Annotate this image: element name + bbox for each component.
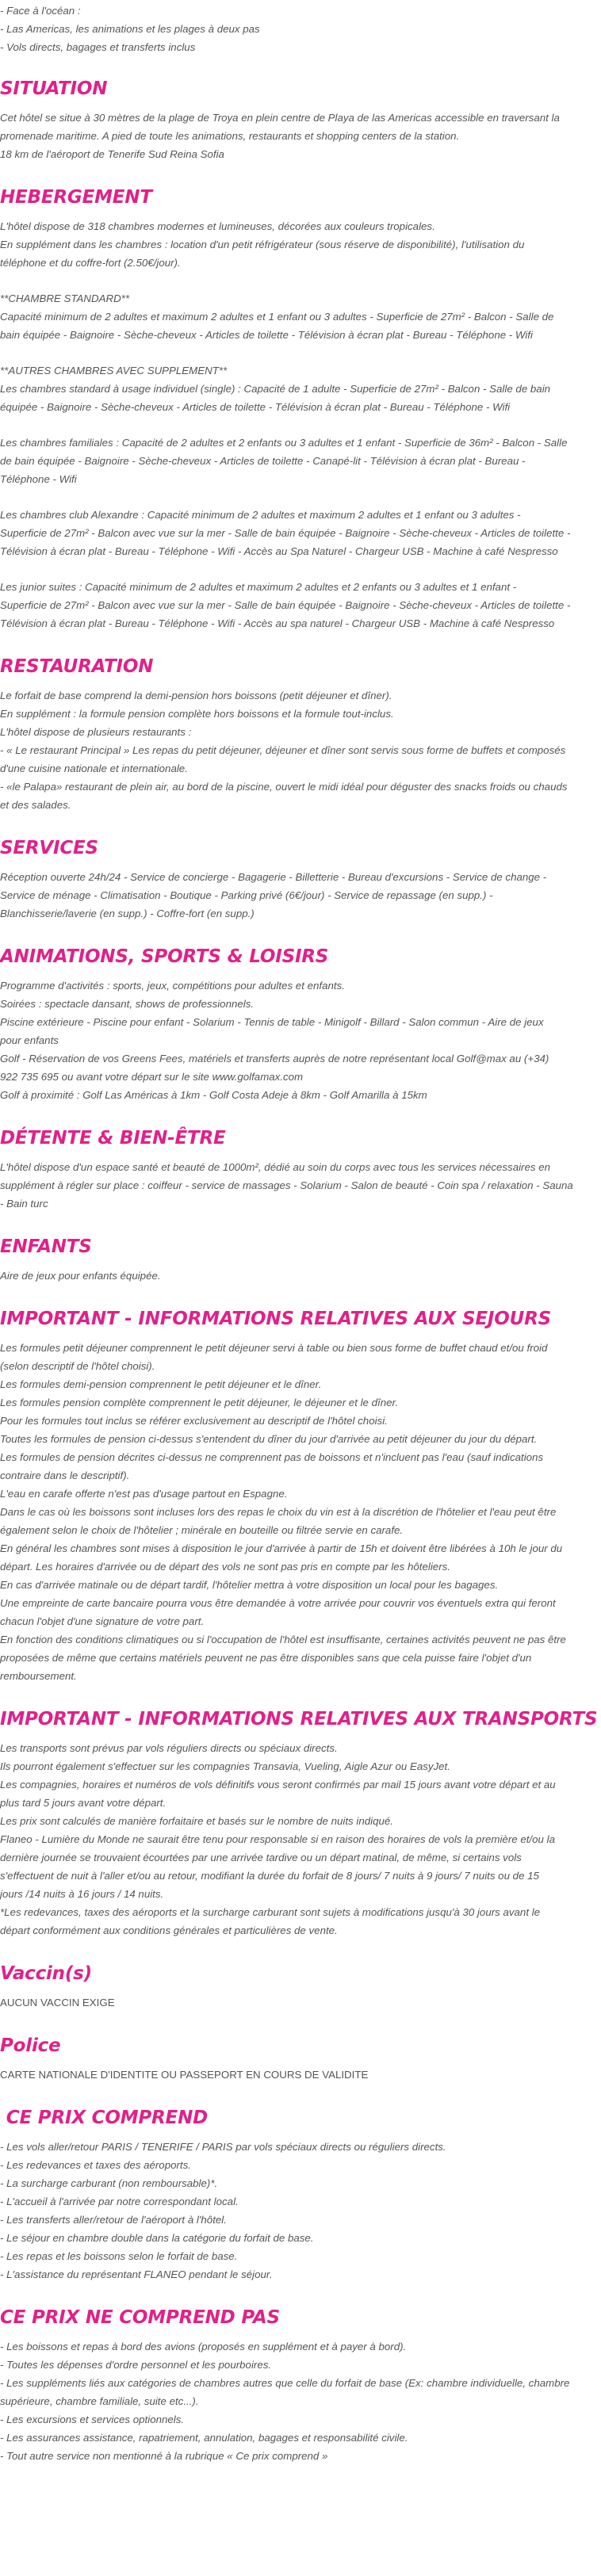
body-line: CARTE NATIONALE D'IDENTITE OU PASSEPORT EN COURS DE VALIDITE xyxy=(0,2069,369,2081)
intro-line: - Las Americas, les animations et les plages à deux pas xyxy=(0,23,260,35)
section-detente xyxy=(0,1126,598,1213)
body-line: - L'assistance du représentant FLANEO pendant le séjour. xyxy=(0,2268,273,2280)
body-line: En supplément : la formule pension complète hors boissons et la formule tout-inclus. xyxy=(0,708,394,720)
body-line: Piscine extérieure - Piscine pour enfant - Solarium - Tennis de table - Minigolf - Billard - Salon commun - Aire de jeux xyxy=(0,1016,544,1028)
body-line: contraire dans le descriptif). xyxy=(0,1470,130,1481)
body-line: Superficie de 27m² - Balcon avec vue sur la mer - Salle de bain équipée - Baignoire - Sèche-cheveux - Articles de toilette - xyxy=(0,599,571,611)
body-line: En fonction des conditions climatiques ou si l'occupation de l'hôtel est insuffisante, certaines activités peuvent ne pas être xyxy=(0,1634,566,1645)
body-line: proposées de même que certains matériels peuvent ne pas être disponibles sans que cela puisse faire l'objet d'un xyxy=(0,1652,532,1664)
body-line: Cet hôtel se situe à 30 mètres de la plage de Troya en plein centre de Playa de las Americas accessible en traversant la xyxy=(0,112,560,124)
body-line: Ils pourront également s'effectuer sur les compagnies Transavia, Vueling, Aigle Azur ou EasyJet. xyxy=(0,1760,450,1772)
body-line: Service de ménage - Climatisation - Boutique - Parking privé (6€/jour) - Service de repassage (en supp.) - xyxy=(0,889,493,901)
body-line: Programme d'activités : sports, jeux, compétitions pour adultes et enfants. xyxy=(0,980,345,992)
section-heading: Police xyxy=(0,2035,61,2056)
section-heading: HEBERGEMENT xyxy=(0,187,152,208)
paragraph-spacer xyxy=(0,344,598,361)
body-line: Capacité minimum de 2 adultes et maximum 2 adultes et 1 enfant ou 3 adultes - Superficie de 27m² - Balcon - Salle de xyxy=(0,311,554,323)
body-line: L'hôtel dispose de plusieurs restaurants : xyxy=(0,726,192,738)
section-heading: DÉTENTE & BIEN-ÊTRE xyxy=(0,1128,226,1148)
body-line: L'eau en carafe offerte n'est pas d'usage partout en Espagne. xyxy=(0,1488,288,1500)
body-line: téléphone et du coffre-fort (2.50€/jour). xyxy=(0,257,181,269)
body-line: Télévision à écran plat - Bureau - Téléphone - Wifi - Accès au spa naturel - Chargeur USB - Machine à café Nespresso xyxy=(0,617,555,629)
body-line: Les chambres familiales : Capacité de 2 adultes et 2 enfants ou 3 adultes et 1 enfant - Superficie de 36m² - Balcon - Salle xyxy=(0,437,568,449)
body-line: Toutes les formules de pension ci-dessus s'entendent du dîner du jour d'arrivée au petit déjeuner du jour du départ. xyxy=(0,1433,538,1445)
section-important-sejours xyxy=(0,1307,598,1685)
section-heading: RESTAURATION xyxy=(0,656,154,677)
section-important-transports xyxy=(0,1707,598,1940)
body-line: - Les redevances et taxes des aéroports. xyxy=(0,2159,191,2171)
body-line: de bain équipée - Baignoire - Sèche-cheveux - Articles de toilette - Canapé-lit - Télévision à écran plat - Bureau - xyxy=(0,455,526,467)
body-line: Superficie de 27m² - Balcon avec vue sur la mer - Salle de bain équipée - Baignoire - Sèche-cheveux - Articles de toilette - xyxy=(0,527,571,539)
body-line: - Tout autre service non mentionné à la rubrique « Ce prix comprend » xyxy=(0,2450,328,2462)
body-line: - Toutes les dépenses d'ordre personnel et les pourboires. xyxy=(0,2359,272,2371)
body-line: Les junior suites : Capacité minimum de 2 adultes et maximum 2 adultes et 2 enfants ou 3 adultes et 1 enfant - xyxy=(0,581,517,593)
body-line: jours /14 nuits à 16 jours / 14 nuits. xyxy=(0,1888,164,1900)
body-line: L'hôtel dispose de 318 chambres modernes et lumineuses, décorées aux couleurs tropicales. xyxy=(0,220,435,232)
section-heading: IMPORTANT - INFORMATIONS RELATIVES AUX SEJOURS xyxy=(0,1309,551,1329)
body-line: Aire de jeux pour enfants équipée. xyxy=(0,1270,161,1282)
section-enfants xyxy=(0,1235,598,1285)
body-line: plus tard 5 jours avant votre départ. xyxy=(0,1797,167,1809)
body-line: Golf à proximité : Golf Las Américas à 1km - Golf Costa Adeje à 8km - Golf Amarilla à 15km xyxy=(0,1089,427,1101)
body-line: Flaneo - Lumière du Monde ne saurait être tenu pour responsable si en raison des horaires de vols la première et/ou la xyxy=(0,1833,555,1845)
paragraph-spacer xyxy=(0,560,598,578)
body-line: (selon descriptif de l'hôtel choisi). xyxy=(0,1360,155,1372)
body-line: Soirées : spectacle dansant, shows de professionnels. xyxy=(0,998,255,1010)
body-line: - « Le restaurant Principal » Les repas du petit déjeuner, déjeuner et dîner sont servis sous forme de buffets et composés xyxy=(0,744,566,756)
body-line: d'une cuisine nationale et internationale. xyxy=(0,762,188,774)
body-line: promenade maritime. A pied de toute les animations, restaurants et shopping centers de la station. xyxy=(0,130,460,142)
body-line: dernière journée se trouvaient écourtées par une arrivée tardive ou un départ matinal, de même, si certains vols xyxy=(0,1852,522,1863)
body-line: Les compagnies, horaires et numéros de vols définitifs vous seront confirmés par mail 15 jours avant votre départ et au xyxy=(0,1779,556,1791)
body-line: - «le Palapa» restaurant de plein air, au bord de la piscine, ouvert le midi idéal pour déguster des snacks froids ou chauds xyxy=(0,781,568,793)
body-line: Réception ouverte 24h/24 - Service de concierge - Bagagerie - Billetterie - Bureau d'excursions - Service de change - xyxy=(0,871,547,883)
body-line: s'effectuent de nuit à l'aller et/ou au retour, modifiant la durée du forfait de 8 jours/ 7 nuits à 9 jours/ 7 nuits ou de 15 xyxy=(0,1870,539,1882)
paragraph-spacer xyxy=(0,488,598,506)
body-line: En général les chambres sont mises à disposition le jour d'arrivée à partir de 15h et doivent être libérées à 10h le jour du xyxy=(0,1542,563,1554)
body-line: Pour les formules tout inclus se référer exclusivement au descriptif de l'hôtel choisi. xyxy=(0,1415,388,1427)
section-heading: SERVICES xyxy=(0,838,98,858)
body-line: - Les vols aller/retour PARIS / TENERIFE / PARIS par vols spéciaux directs ou réguliers directs. xyxy=(0,2141,446,2153)
body-line: Télévision à écran plat - Bureau - Téléphone - Wifi - Accès au Spa Naturel - Chargeur USB - Machine à café Nespresso xyxy=(0,545,558,557)
body-line: **CHAMBRE STANDARD** xyxy=(0,292,130,304)
body-line: Les formules demi-pension comprennent le petit déjeuner et le dîner. xyxy=(0,1378,322,1390)
section-heading: SITUATION xyxy=(0,78,108,99)
body-line: départ. Les horaires d'arrivée ou de départ des vols ne sont pas pris en compte par les hôteliers. xyxy=(0,1561,450,1573)
body-line: équipée - Baignoire - Sèche-cheveux - Articles de toilette - Télévision à écran plat - Bureau - Téléphone - Wifi xyxy=(0,401,511,413)
body-line: Les formules petit déjeuner comprennent le petit déjeuner servi à table ou bien sous forme de buffet chaud et/ou froid xyxy=(0,1342,548,1354)
body-line: AUCUN VACCIN EXIGE xyxy=(0,1997,115,2008)
body-line: remboursement. xyxy=(0,1670,77,1682)
body-line: supérieure, chambre familiale, suite etc...). xyxy=(0,2395,199,2407)
body-line: Les chambres club Alexandre : Capacité minimum de 2 adultes et maximum 2 adultes et 1 enfant ou 3 adultes - xyxy=(0,509,521,521)
body-line: Téléphone - Wifi xyxy=(0,473,77,485)
body-line: - Les repas et les boissons selon le forfait de base. xyxy=(0,2250,238,2262)
body-line: Les transports sont prévus par vols réguliers directs ou spéciaux directs. xyxy=(0,1742,338,1754)
body-line: chacun l'objet d'une signature de votre part. xyxy=(0,1615,205,1627)
body-line: - Bain turc xyxy=(0,1198,48,1210)
section-hebergement xyxy=(0,185,598,633)
section-heading: ANIMATIONS, SPORTS & LOISIRS xyxy=(0,946,329,967)
body-line: Le forfait de base comprend la demi-pension hors boissons (petit déjeuner et dîner). xyxy=(0,690,392,701)
body-line: - Les boissons et repas à bord des avions (proposés en supplément et à payer à bord). xyxy=(0,2341,407,2352)
paragraph-spacer xyxy=(0,416,598,434)
sections-container xyxy=(0,77,598,2465)
section-heading: IMPORTANT - INFORMATIONS RELATIVES AUX TRANSPORTS xyxy=(0,1709,598,1729)
body-line: **AUTRES CHAMBRES AVEC SUPPLEMENT** xyxy=(0,365,228,376)
section-prix-comprend xyxy=(0,2106,598,2284)
body-line: départ conformément aux conditions générales et particulières de vente. xyxy=(0,1924,338,1936)
section-services xyxy=(0,836,598,923)
body-line: également selon le choix de l'hôtelier ; minérale en bouteille ou filtrée servie en carafe. xyxy=(0,1524,404,1536)
body-line: Les chambres standard à usage individuel (single) : Capacité de 1 adulte - Superficie de 27m² - Balcon - Salle de bain xyxy=(0,383,551,395)
body-line: - Les excursions et services optionnels. xyxy=(0,2414,185,2425)
section-heading: Vaccin(s) xyxy=(0,1963,92,1984)
body-line: En cas d'arrivée matinale ou de départ tardif, l'hôtelier mettra à votre disposition un local pour les bagages. xyxy=(0,1579,499,1591)
section-vaccins xyxy=(0,1962,598,2012)
section-heading: ENFANTS xyxy=(0,1236,92,1257)
paragraph-spacer xyxy=(0,272,598,289)
intro-line: - Vols directs, bagages et transferts inclus xyxy=(0,41,196,53)
body-line: Golf - Réservation de vos Greens Fees, matériels et transferts auprès de notre représentant local Golf@max au (+34) xyxy=(0,1053,549,1064)
body-line: Dans le cas où les boissons sont incluses lors des repas le choix du vin est à la discrétion de l'hôtelier et l'eau peut être xyxy=(0,1506,557,1518)
body-line: - Le séjour en chambre double dans la catégorie du forfait de base. xyxy=(0,2232,314,2244)
body-line: pour enfants xyxy=(0,1034,59,1046)
body-line: 922 735 695 ou avant votre départ sur le site www.golfamax.com xyxy=(0,1071,304,1083)
section-prix-ne-comprend-pas xyxy=(0,2306,598,2465)
body-line: L'hôtel dispose d'un espace santé et beauté de 1000m², dédié au soin du corps avec tous les services nécessaires en xyxy=(0,1161,550,1173)
body-line: - Les transferts aller/retour de l'aéroport à l'hôtel. xyxy=(0,2214,227,2226)
body-line: bain équipée - Baignoire - Sèche-cheveux - Articles de toilette - Télévision à écran plat - Bureau - Téléphone - Wifi xyxy=(0,329,533,341)
body-line: Les formules de pension décrites ci-dessus ne comprennent pas de boissons et n'incluent pas l'eau (sauf indications xyxy=(0,1451,544,1463)
body-line: supplément à régler sur place : coiffeur - service de massages - Solarium - Salon de beauté - Coin spa / relaxation - Sauna xyxy=(0,1179,573,1191)
body-line: *Les redevances, taxes des aéroports et la surcharge carburant sont sujets à modifications jusqu'à 30 jours avant le xyxy=(0,1906,541,1918)
body-line: Une empreinte de carte bancaire pourra vous être demandée à votre arrivée pour couvrir vos éventuels extra qui feront xyxy=(0,1597,556,1609)
body-line: Blanchisserie/laverie (en supp.) - Coffre-fort (en supp.) xyxy=(0,908,255,919)
section-heading: CE PRIX NE COMPREND PAS xyxy=(0,2307,280,2328)
body-line: En supplément dans les chambres : location d'un petit réfrigérateur (sous réserve de disponibilité), l'utilisation du xyxy=(0,239,525,250)
section-restauration xyxy=(0,655,598,814)
body-line: - Les assurances assistance, rapatriement, annulation, bagages et responsabilité civile. xyxy=(0,2432,408,2444)
body-line: 18 km de l'aéroport de Tenerife Sud Reina Sofia xyxy=(0,148,224,160)
body-line: Les prix sont calculés de manière forfaitaire et basés sur le nombre de nuits indiqué. xyxy=(0,1815,393,1827)
body-line: - L'accueil à l'arrivée par notre correspondant local. xyxy=(0,2196,239,2207)
body-line: et des salades. xyxy=(0,799,71,811)
body-line: - La surcharge carburant (non remboursable)*. xyxy=(0,2177,218,2189)
intro-line: - Face à l'océan : xyxy=(0,5,81,17)
body-line: - Les suppléments liés aux catégories de chambres autres que celle du forfait de base (Ex: chambre individuelle, chambre xyxy=(0,2377,570,2389)
body-line: Les formules pension complète comprennent le petit déjeuner, le déjeuner et le dîner. xyxy=(0,1397,399,1408)
section-heading: CE PRIX COMPREND xyxy=(0,2108,209,2128)
intro-highlights xyxy=(0,2,598,56)
section-police xyxy=(0,2034,598,2084)
section-situation xyxy=(0,77,598,163)
section-animations xyxy=(0,945,598,1104)
